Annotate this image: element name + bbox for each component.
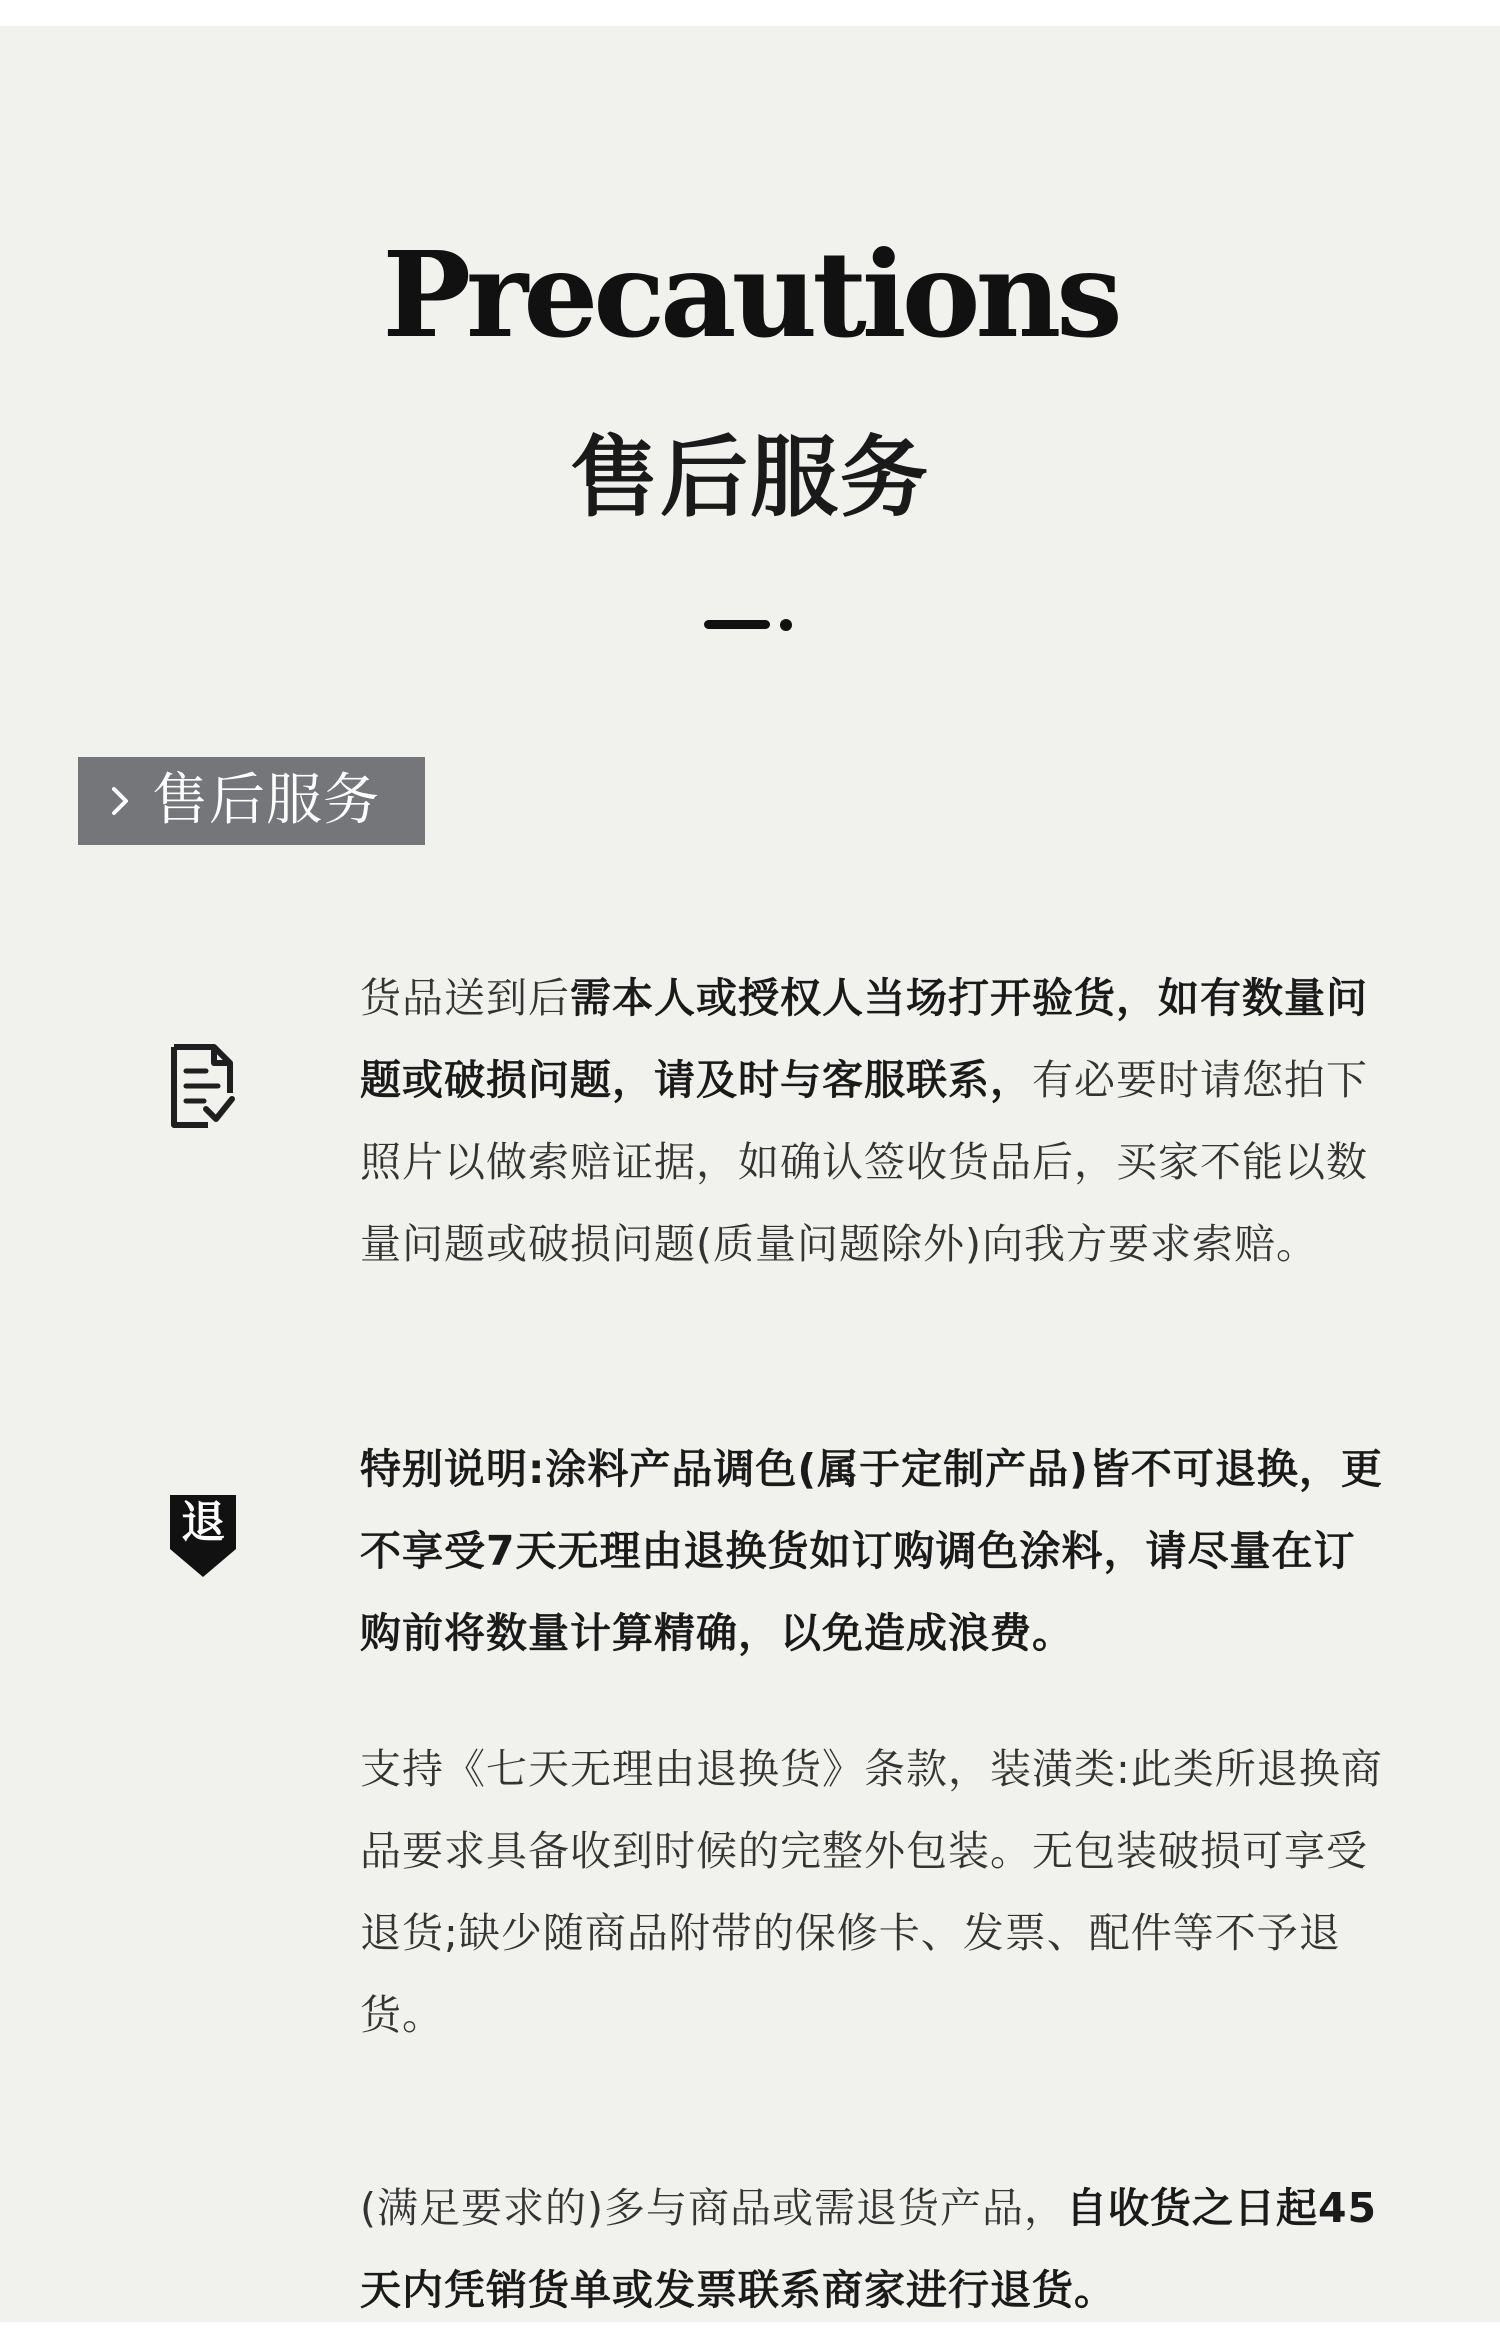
text-segment: 支持《七天无理由退换货》条款，装潢类:此类所退换商品要求具备收到时候的完整外包装。无包装破损可享受退货;缺少随商品附带的保修卡、发票、配件等不予退货。 (360, 1745, 1383, 2039)
text-segment: 有必要时请您拍下照片以做索赔证据，如确认签收货品后，买家不能以数量问题或破损问题(质量问题除外)向我方要求索赔。 (360, 1056, 1368, 1268)
text-segment-bold: 需本人或授权人当场打开验货，如有数量问题或破损问题，请及时与客服联系， (360, 974, 1368, 1104)
text-block-3 (360, 1728, 1390, 2056)
page-title-cn: 售后服务 (569, 426, 930, 529)
return-shield-icon (166, 1491, 240, 1581)
text-block-2 (360, 1428, 1390, 1674)
text-segment: 货品送到后 (360, 974, 570, 1022)
page-title-en: Precautions (382, 225, 1118, 364)
text-segment-bold: 自收货之日起45天内凭销货单或发票联系商家进行退货。 (360, 2184, 1378, 2314)
section-tag-label: 售后服务 (152, 768, 380, 833)
page-background (0, 26, 1500, 2322)
text-segment-bold: 特别说明:涂料产品调色(属于定制产品)皆不可退换，更不享受7天无理由退换货如订购调色涂料，请尽量在订购前将数量计算精确，以免造成浪费。 (360, 1445, 1383, 1657)
text-block-1 (360, 957, 1390, 1285)
section-tag (78, 757, 425, 845)
title-divider (704, 617, 796, 631)
return-shield-char: 退 (181, 1497, 225, 1548)
text-block-4 (360, 2167, 1390, 2331)
chevron-right-icon (108, 781, 134, 821)
text-segment: (满足要求的)多与商品或需退货产品， (360, 2184, 1066, 2232)
document-check-icon (168, 1041, 236, 1131)
